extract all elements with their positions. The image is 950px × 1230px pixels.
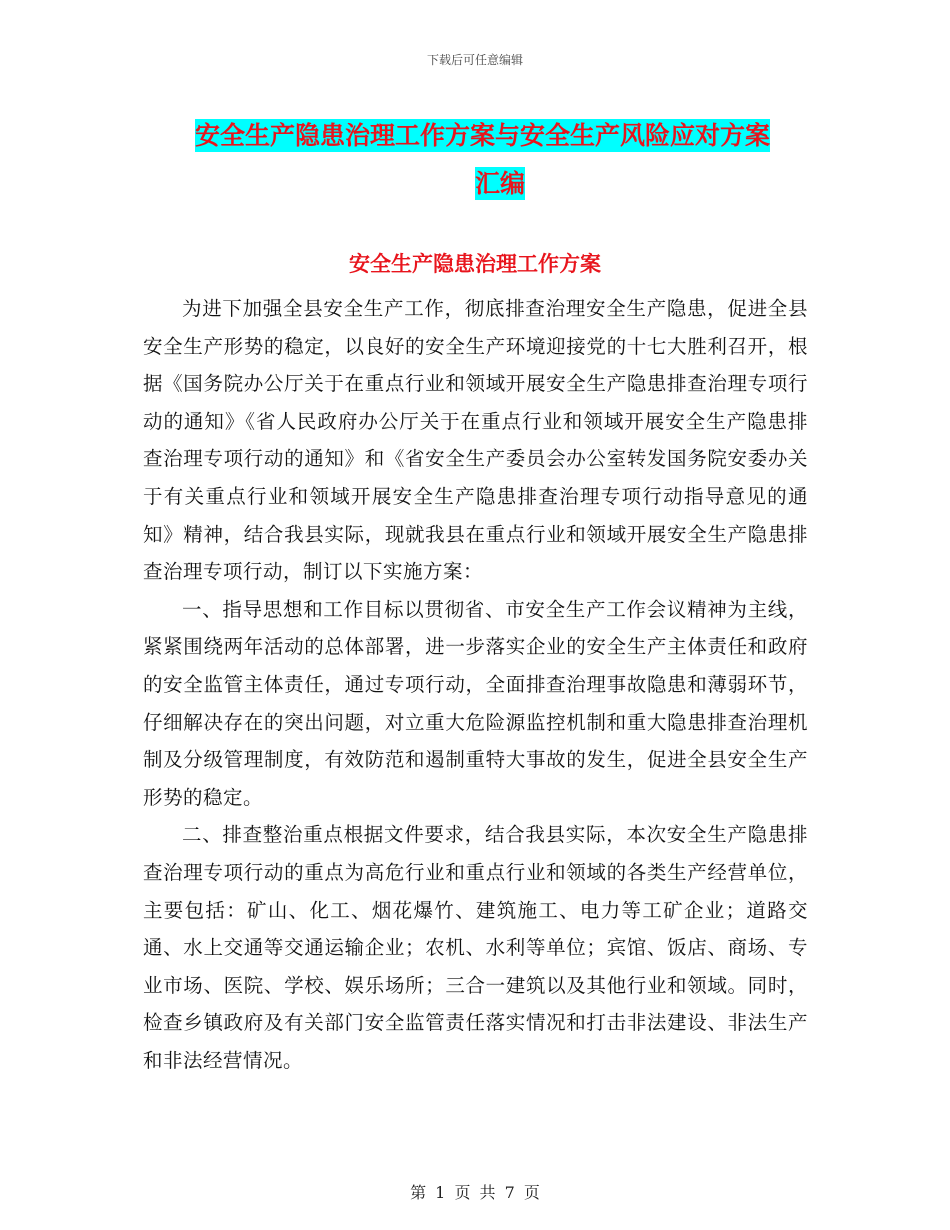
paragraph-inspection-focus: 二、排查整治重点根据文件要求，结合我县实际，本次安全生产隐患排查治理专项行动的重点为高危行业和重点行业和领域的各类生产经营单位，主要包括：矿山、化工、烟花爆竹、建筑施工、电力等工矿企业；道路交通、水上交通等交通运输企业；农机、水利等单位；宾馆、饭店、商场、专业市场、医院、学校、娱乐场所；三合一建筑以及其他行业和领域。同时，检查乡镇政府及有关部门安全监管责任落实情况和打击非法建设、非法生产和非法经营情况。 [143, 823, 808, 1072]
document-body [143, 290, 808, 1079]
header-note: 下载后可任意编辑 [426, 53, 523, 67]
paragraph-guiding-ideology: 一、指导思想和工作目标以贯彻省、市安全生产工作会议精神为主线，紧紧围绕两年活动的总体部署，进一步落实企业的安全生产主体责任和政府的安全监管主体责任，通过专项行动，全面排查治理事故隐患和薄弱环节，仔细解决存在的突出问题，对立重大危险源监控机制和重大隐患排查治理机制及分级管理制度，有效防范和遏制重特大事故的发生，促进全县安全生产形势的稳定。 [143, 597, 808, 809]
document-title-line-1: 安全生产隐患治理工作方案与安全生产风险应对方案 [195, 121, 771, 150]
page-number: 第 1 页 共 7 页 [410, 1183, 540, 1202]
paragraph-intro: 为进下加强全县安全生产工作，彻底排查治理安全生产隐患，促进全县安全生产形势的稳定，以良好的安全生产环境迎接党的十七大胜利召开，根据《国务院办公厅关于在重点行业和领域开展安全生产隐患排查治理专项行动的通知》《省人民政府办公厅关于在重点行业和领域开展安全生产隐患排查治理专项行动的通知》和《省安全生产委员会办公室转发国务院安委办关于有关重点行业和领域开展安全生产隐患排查治理专项行动指导意见的通知》精神，结合我县实际，现就我县在重点行业和领域开展安全生产隐患排查治理专项行动，制订以下实施方案： [143, 297, 808, 584]
document-title-line-2: 汇编 [474, 169, 525, 198]
section-title: 安全生产隐患治理工作方案 [349, 252, 601, 276]
document-title [195, 112, 805, 208]
